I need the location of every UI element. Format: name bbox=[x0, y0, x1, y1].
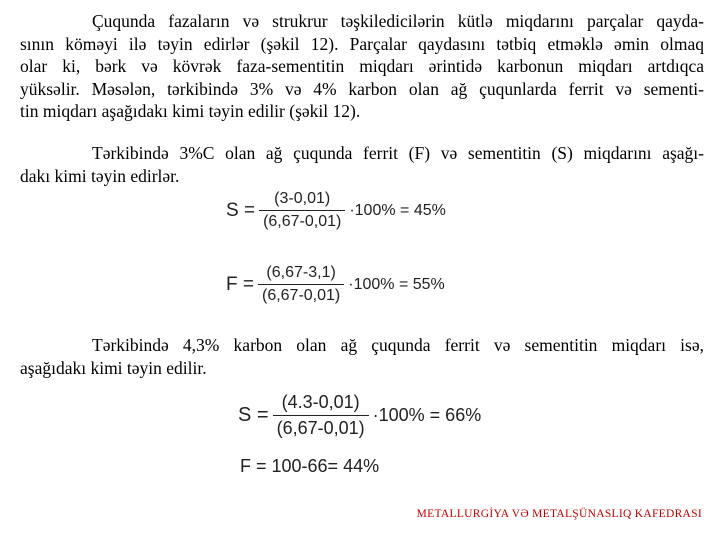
formula-sementit-4-3pct bbox=[238, 392, 481, 439]
numerator: (4.3-0,01) bbox=[281, 392, 360, 412]
formula-rhs: ·100% = 66% bbox=[372, 405, 482, 425]
formula-sementit-3pct bbox=[226, 190, 446, 231]
fraction bbox=[273, 392, 369, 439]
text-line: dakı kimi təyin edirlər. bbox=[20, 165, 180, 186]
text-line: aşağıdakı kimi təyin edilir. bbox=[20, 357, 207, 378]
text-line: Tərkibində 3%C olan ağ çuqunda ferrit (F) və sementitin (S) miqdarını aşağı- bbox=[92, 143, 704, 163]
formula-lhs: F = bbox=[226, 273, 254, 295]
formula-ferrit-4-3pct: F = 100-66= 44% bbox=[240, 456, 380, 476]
formula-lhs: S = bbox=[238, 404, 269, 426]
formula-rhs: ·100% = 45% bbox=[349, 201, 446, 219]
denominator: (6,67-0,01) bbox=[273, 415, 369, 439]
department-footer: METALLURGİYA VƏ METALŞÜNASLIQ KAFEDRASI bbox=[416, 508, 702, 520]
fraction bbox=[259, 190, 345, 231]
numerator: (3-0,01) bbox=[274, 190, 331, 207]
text-line: olar ki, bərk və kövrək faza-sementitin miqdarı ərintidə karbonun miqdarı artdıqca bbox=[20, 56, 704, 76]
denominator: (6,67-0,01) bbox=[258, 284, 344, 305]
numerator: (6,67-3,1) bbox=[266, 264, 336, 281]
text-line: yüksəlir. Məsələn, tərkibində 3% və 4% karbon olan ağ çuqunlarda ferrit və sementi- bbox=[20, 78, 704, 99]
denominator: (6,67-0,01) bbox=[259, 210, 345, 231]
text-line: Çuqunda fazaların və strukrur təşkiledicilərin kütlə miqdarını parçalar qayda- bbox=[92, 11, 704, 31]
formula-ferrit-3pct bbox=[226, 264, 445, 305]
text-line: Tərkibində 4,3% karbon olan ağ çuqunda ferrit və sementitin miqdarı isə, bbox=[92, 335, 704, 355]
fraction bbox=[258, 264, 344, 305]
text-line: tin miqdarı aşağıdakı kimi təyin edilir (şəkil 12). bbox=[20, 101, 361, 121]
formula-lhs: S = bbox=[226, 199, 256, 221]
formula-rhs: ·100% = 55% bbox=[348, 275, 445, 293]
paragraph-4-3pct bbox=[20, 334, 704, 379]
paragraph-intro bbox=[20, 10, 704, 123]
paragraph-3pct bbox=[20, 142, 704, 187]
text-line: sının köməyi ilə təyin edirlər (şəkil 12). Parçalar qaydasını tətbiq etməklə əmin olmaq bbox=[20, 33, 704, 54]
